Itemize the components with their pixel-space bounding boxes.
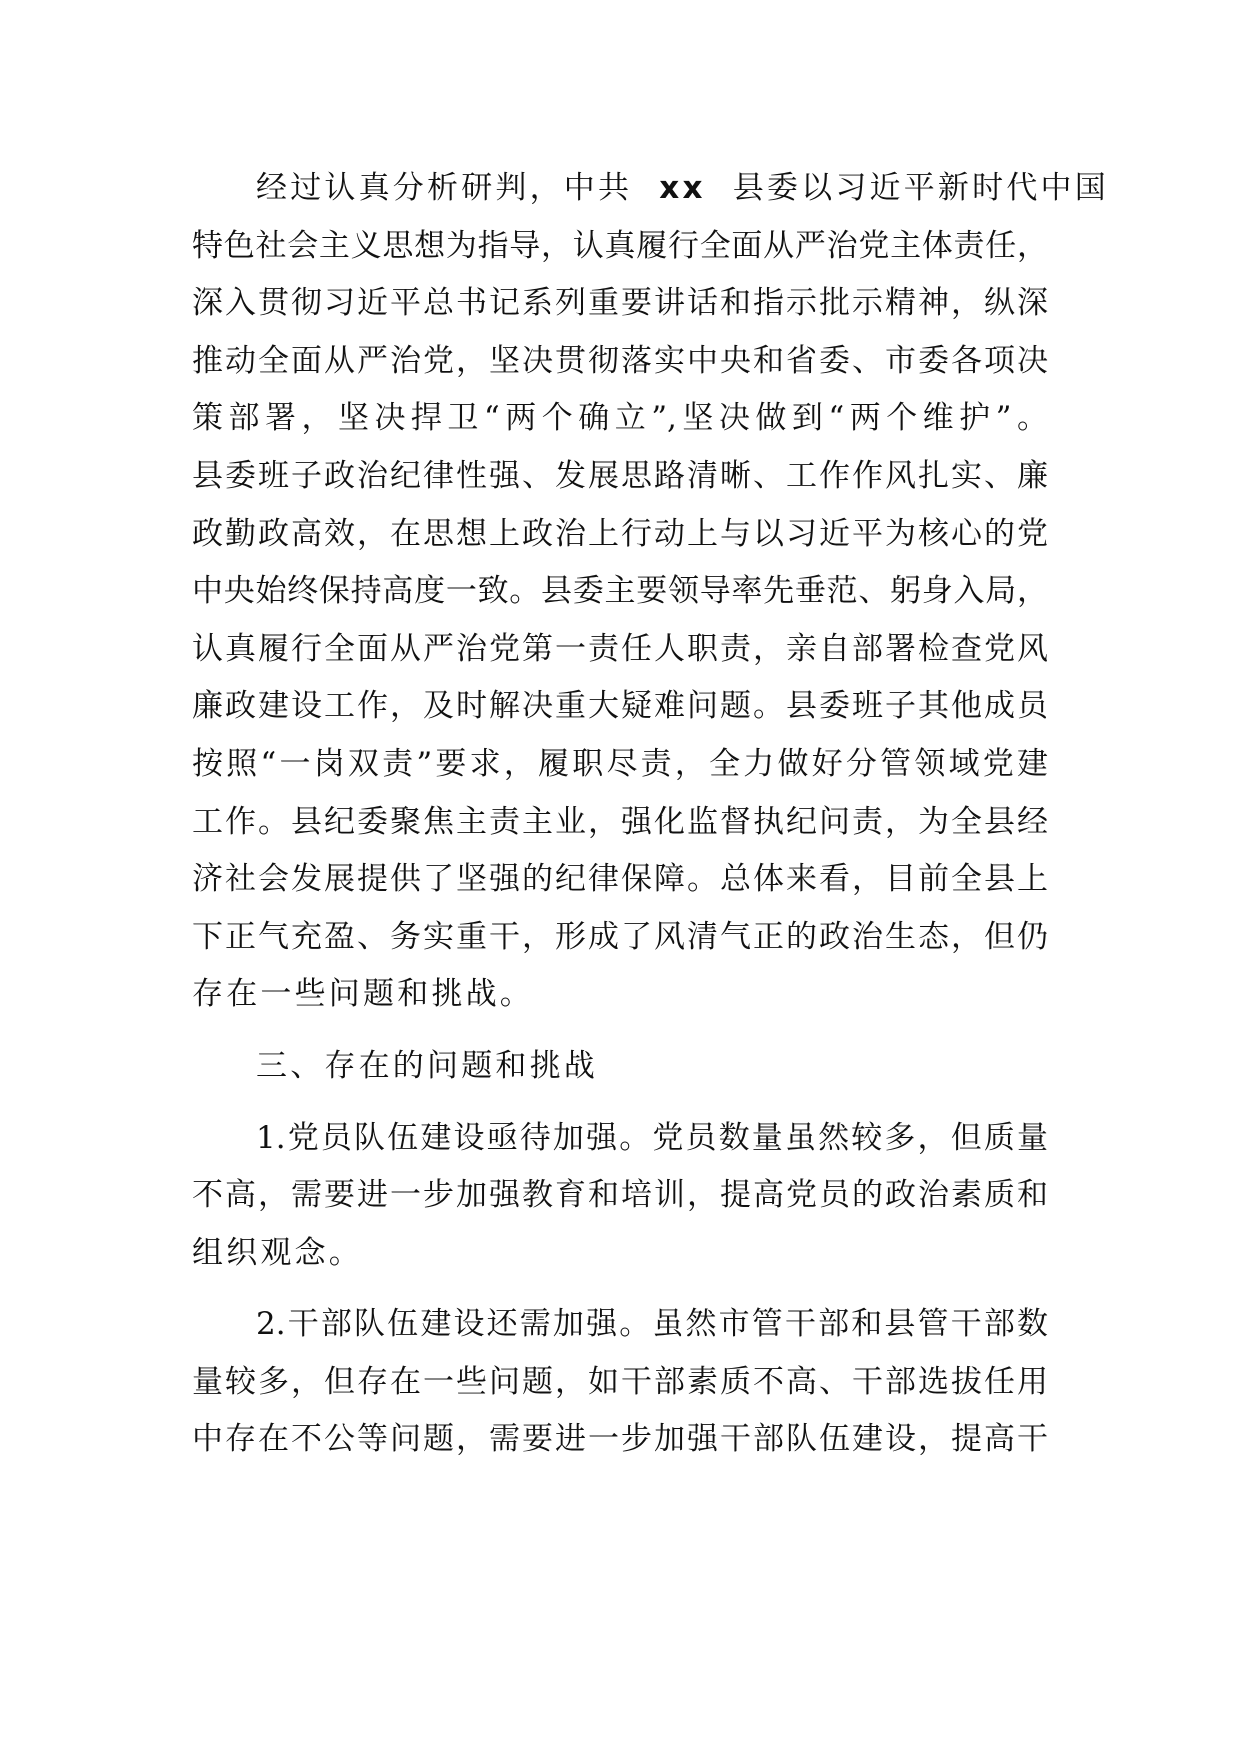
paragraph-overview <box>192 160 1109 1024</box>
paragraph-line <box>192 160 1109 218</box>
paragraph-line: 工作。县纪委聚焦主责主业，强化监督执纪问责，为全县经 <box>192 803 1048 840</box>
paragraph-line: 政勤政高效，在思想上政治上行动上与以习近平为核心的党 <box>192 515 1048 552</box>
paragraph-line: 量较多，但存在一些问题，如干部素质不高、干部选拔任用 <box>192 1363 1048 1400</box>
paragraph-spacer <box>192 1096 1048 1110</box>
paragraph-line: 组织观念。 <box>192 1234 363 1271</box>
paragraph-line: 中央始终保持高度一致。县委主要领导率先垂范、躬身入局， <box>192 573 1048 610</box>
paragraph-spacer <box>192 1024 1048 1038</box>
section-heading: 三、存在的问题和挑战 <box>256 1047 598 1084</box>
paragraph-line: 廉政建设工作，及时解决重大疑难问题。县委班子其他成员 <box>192 688 1048 725</box>
paragraph-line: 济社会发展提供了坚强的纪律保障。总体来看，目前全县上 <box>192 861 1048 898</box>
list-item-cadres <box>192 1296 1048 1469</box>
paragraph-line: 认真履行全面从严治党第一责任人职责，亲自部署检查党风 <box>192 630 1048 667</box>
paragraph-line: 策部署，坚决捍卫“两个确立”,坚决做到“两个维护”。 <box>192 400 1048 437</box>
paragraph-spacer <box>192 1282 1048 1296</box>
paragraph-text: 经过认真分析研判，中共 <box>256 170 633 206</box>
list-item-party-members <box>192 1110 1048 1283</box>
paragraph-line: 1.党员队伍建设亟待加强。党员数量虽然较多，但质量 <box>256 1119 1048 1156</box>
placeholder-county-name: xx <box>659 170 706 206</box>
paragraph-line: 下正气充盈、务实重干，形成了风清气正的政治生态，但仍 <box>192 918 1048 955</box>
document-body <box>192 160 1109 1469</box>
paragraph-line: 中存在不公等问题，需要进一步加强干部队伍建设，提高干 <box>192 1421 1048 1458</box>
paragraph-line: 推动全面从严治党，坚决贯彻落实中央和省委、市委各项决 <box>192 342 1048 379</box>
paragraph-line: 存在一些问题和挑战。 <box>192 976 534 1013</box>
paragraph-line: 特色社会主义思想为指导，认真履行全面从严治党主体责任， <box>192 227 1048 264</box>
paragraph-line: 按照“一岗双责”要求，履职尽责，全力做好分管领域党建 <box>192 745 1048 782</box>
paragraph-text: 县委以习近平新时代中国 <box>732 170 1109 206</box>
paragraph-line: 深入贯彻习近平总书记系列重要讲话和指示批示精神，纵深 <box>192 285 1048 322</box>
paragraph-line: 不高，需要进一步加强教育和培训，提高党员的政治素质和 <box>192 1177 1048 1214</box>
paragraph-line: 2.干部队伍建设还需加强。虽然市管干部和县管干部数 <box>256 1306 1048 1343</box>
paragraph-line: 县委班子政治纪律性强、发展思路清晰、工作作风扎实、廉 <box>192 457 1048 494</box>
